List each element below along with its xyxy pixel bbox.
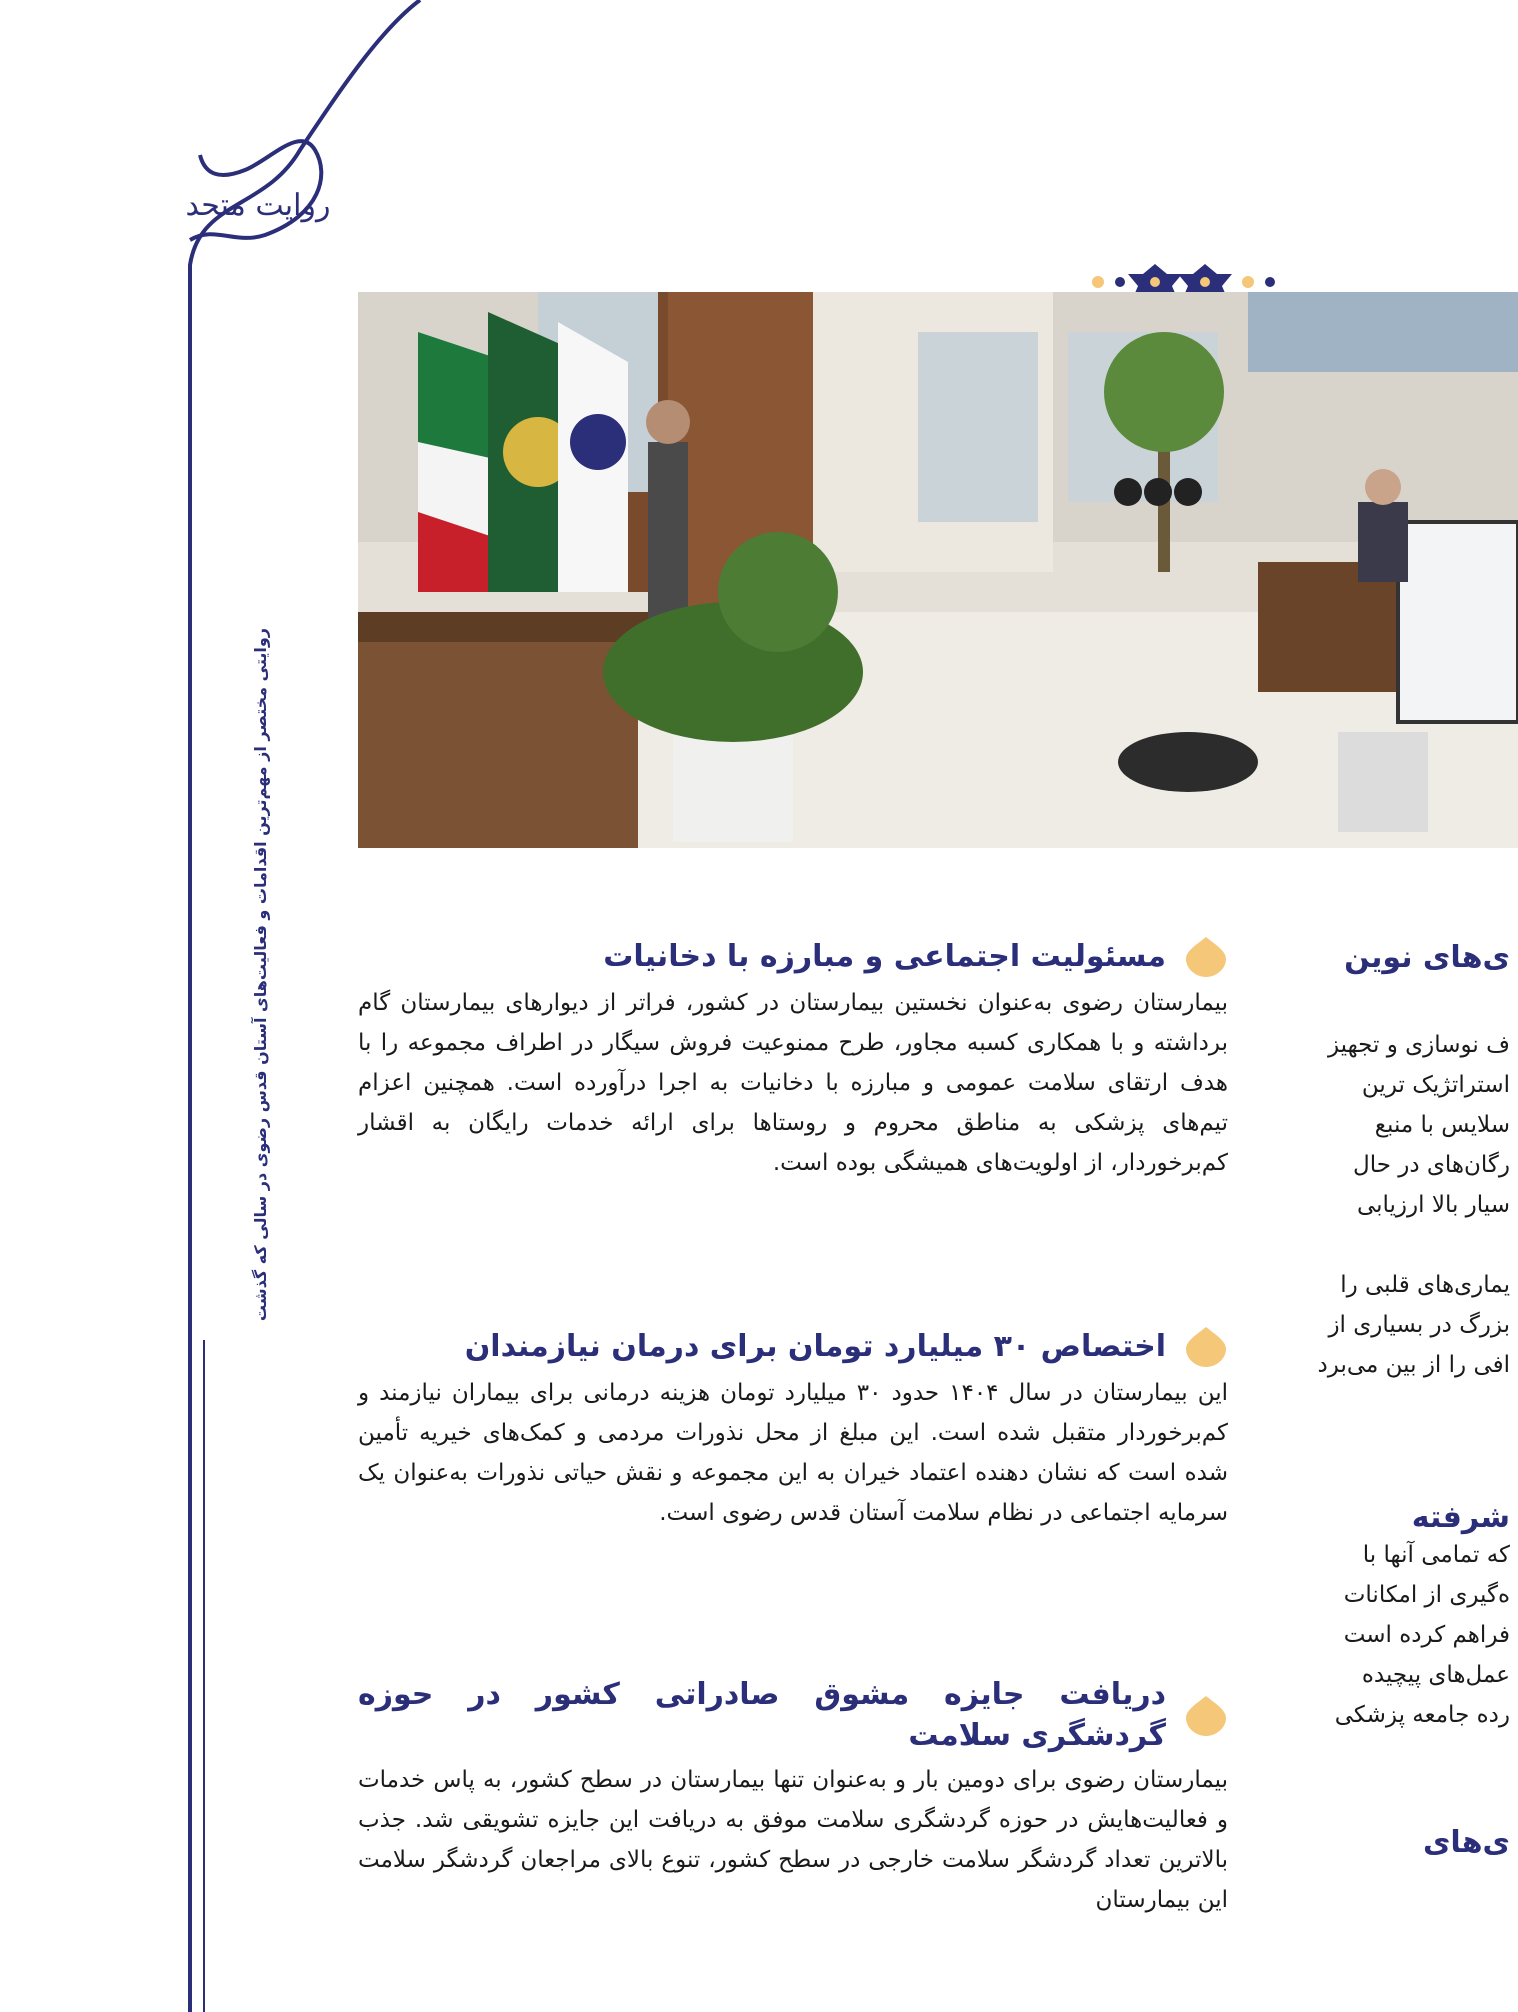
right-line: رده جامعه پزشکی — [1334, 1702, 1510, 1728]
bullet-diamond-icon — [1184, 1694, 1228, 1738]
section-body: بیمارستان رضوی به‌عنوان نخستین بیمارستان در کشور، فراتر از دیوارهای بیمارستان گام برداشته و با همکاری کسبه مجاور، طرح ممنوعیت فروش سیگار در اطراف مجموعه را با هدف ارتقای سلامت عمومی و مبارزه با دخانیات به اجرا درآورده است. همچنین اعزام تیم‌های پزشکی به مناطق محروم و روستاها برای ارائه خدمات رایگان به اقشار کم‌برخوردار، از اولویت‌های همیشگی بوده است. — [358, 990, 1228, 1176]
section-title: مسئولیت اجتماعی و مبارزه با دخانیات — [603, 938, 1166, 974]
bullet-diamond-icon — [1184, 935, 1228, 979]
section-health-tourism-award — [358, 1675, 1228, 1920]
side-caption — [230, 250, 290, 1700]
right-line: فراهم کرده است — [1343, 1622, 1510, 1648]
right-heading: شرفته — [1411, 1500, 1510, 1535]
right-column — [1270, 940, 1510, 2012]
section-title: دریافت جایزه مشوق صادراتی کشور در حوزه گردشگری سلامت — [358, 1677, 1166, 1753]
right-heading: ی‌های نوین — [1344, 940, 1510, 975]
right-line: سلایس با منبع — [1374, 1112, 1510, 1138]
right-line: بزرگ در بسیاری از — [1328, 1312, 1510, 1338]
section-body: بیمارستان رضوی برای دومین بار و به‌عنوان تنها بیمارستان در سطح کشور، به پاس خدمات و فعالیت‌هایش در حوزه گردشگری سلامت موفق به دریافت این جایزه تشویقی شد. جذب بالاترین تعداد گردشگر سلامت خارجی در سطح کشور، تنوع بالای مراجعان گردشگر سلامت این بیمارستان — [358, 1767, 1228, 1913]
right-line: ه‌گیری از امکانات — [1343, 1582, 1510, 1608]
right-line: سیار بالا ارزیابی — [1356, 1192, 1510, 1218]
side-caption-text: روایتی مختصر از مهم‌ترین اقدامات و فعالیت‌های آستان قدس رضوی در سالی که گذشت — [250, 628, 270, 1322]
logo-text: روایت متحد — [185, 188, 331, 223]
right-line: که تمامی آنها با — [1362, 1542, 1510, 1568]
section-body: این بیمارستان در سال ۱۴۰۴ حدود ۳۰ میلیارد تومان هزینه درمانی برای بیماران نیازمند و کم‌برخوردار متقبل شده است. این مبلغ از محل نذورات مردمی و کمک‌های خیریه تأمین شده است که نشان دهنده اعتماد خیران به این مجموعه و نقش حیاتی نذورات به‌عنوان یک سرمایه اجتماعی در نظام سلامت آستان قدس رضوی است. — [358, 1380, 1228, 1526]
right-line: رگان‌های در حال — [1352, 1152, 1510, 1178]
right-line: ف نوسازی و تجهیز — [1327, 1032, 1510, 1058]
section-title: اختصاص ۳۰ میلیارد تومان برای درمان نیازمندان — [464, 1328, 1166, 1364]
right-line: عمل‌های پیچیده — [1361, 1662, 1510, 1688]
right-line: افی را از بین می‌برد — [1317, 1352, 1510, 1378]
right-line: یماری‌های قلبی را — [1340, 1272, 1510, 1298]
section-charity-funding — [358, 1325, 1228, 1533]
right-heading: ی‌های — [1422, 1825, 1510, 1860]
hospital-lobby-photo — [358, 292, 1518, 848]
section-social-responsibility — [358, 935, 1228, 1183]
section-heading — [358, 1325, 1228, 1369]
section-heading — [358, 1675, 1228, 1756]
right-line: استراتژیک ترین — [1361, 1072, 1510, 1098]
bullet-diamond-icon — [1184, 1325, 1228, 1369]
section-heading — [358, 935, 1228, 979]
